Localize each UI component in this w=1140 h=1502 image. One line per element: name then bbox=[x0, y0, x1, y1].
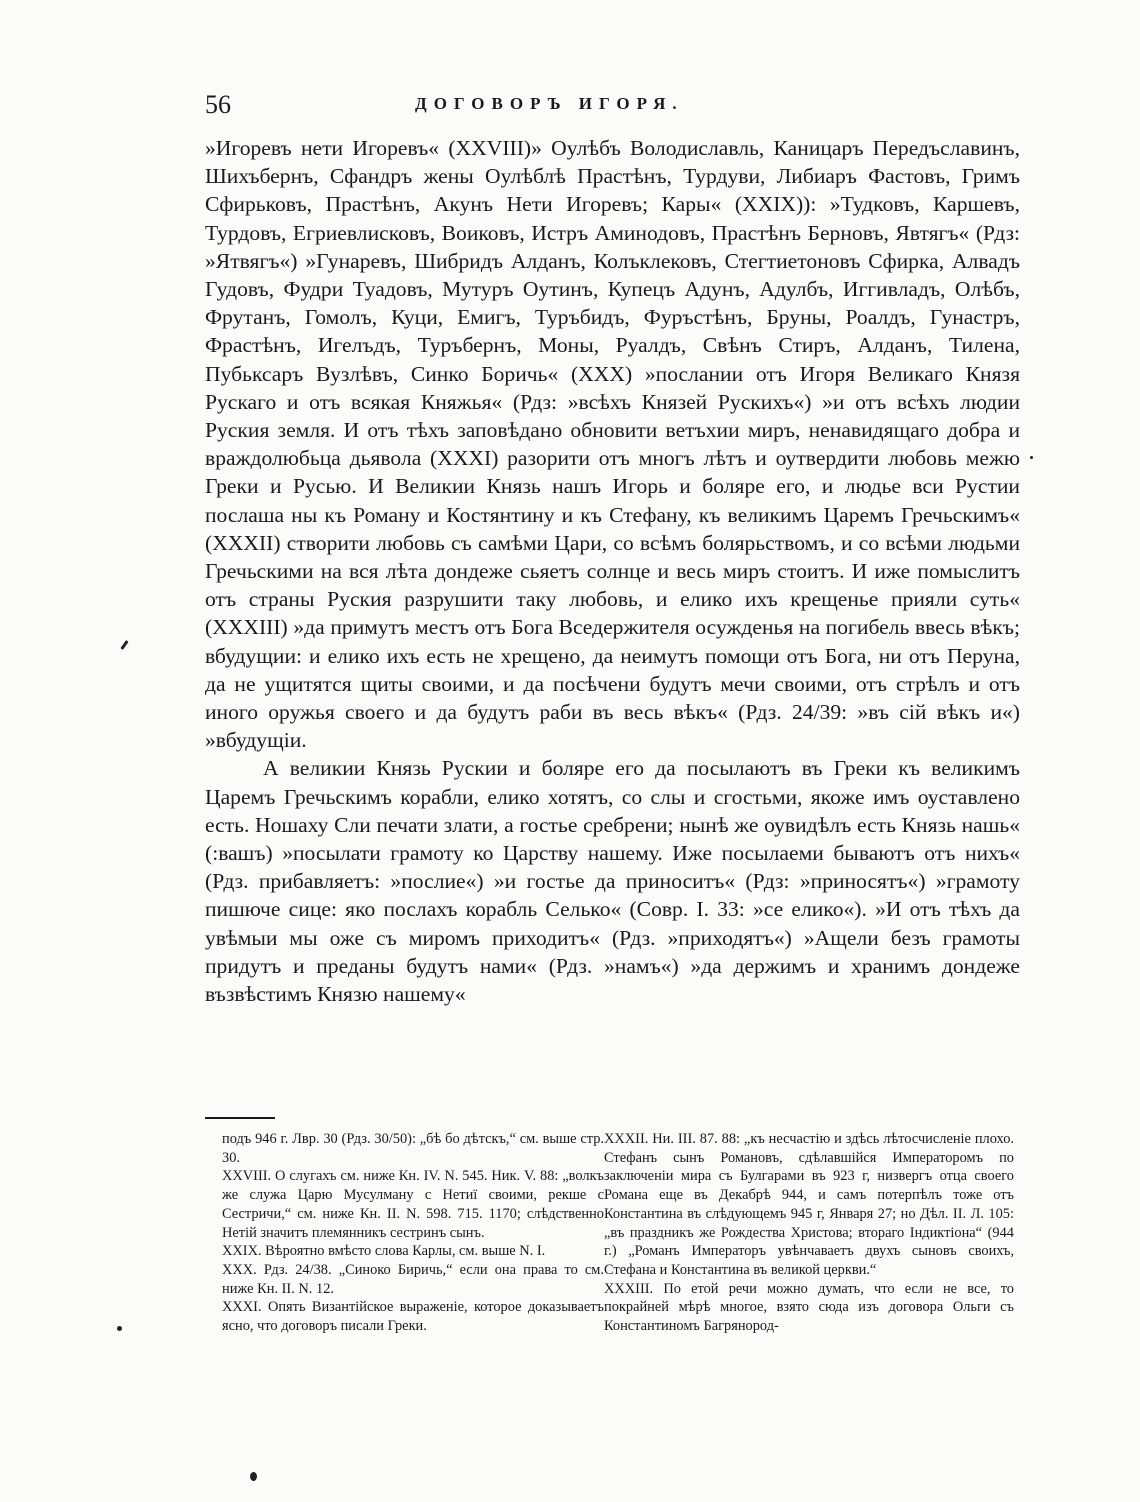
main-text bbox=[205, 134, 1020, 1008]
ink-speck bbox=[1030, 456, 1033, 459]
page-number: 56 bbox=[205, 90, 231, 119]
ink-speck bbox=[120, 640, 128, 650]
footnote: XXXII. Ни. III. 87. 88: „къ несчастію и здѣсь лѣтосчисленіе плохо. Стефанъ сынъ Романовъ, сдѣлавшійся Императоромъ по заключеніи мира съ Булгарами въ 923 г, низвергъ отца своего Романа еще въ Декабрѣ 944, и самъ потерпѣлъ тоже отъ Константина въ слѣдующемъ 945 г, Января 27; но Дѣл. II. Л. 105: „въ праздникъ же Рождества Христова; втораго Індиктіона“ (944 г.) „Романъ Императоръ увѣнчаваетъ двухъ сыновъ своихъ, Стефана и Константина въ великой церкви.“ bbox=[604, 1131, 1014, 1278]
footnote-separator bbox=[205, 1117, 275, 1119]
footnotes-left-column bbox=[222, 1130, 604, 1336]
footnote: XXX. Рдз. 24/38. „Синоко Биричь,“ если она права то см. ниже Кн. II. N. 12. bbox=[222, 1261, 604, 1297]
footnote: подъ 946 г. Лвр. 30 (Рдз. 30/50): „бѣ бо дѣтскъ,“ см. выше стр. 30. bbox=[222, 1131, 604, 1166]
main-paragraph: А великии Князь Рускии и боляре его да посылаютъ въ Греки къ великимъ Царемъ Гречьскимъ корабли, елико хотятъ, со слы и сгостьми, якоже имъ оуставлено есть. Ношаху Сли печати злати, а гостье сребрени; нынѣ же оувидѣлъ есть Князь нашь« (:вашъ) »посылати грамоту ко Царству нашему. Иже посылаеми бываютъ отъ нихъ« (Рдз. прибавляетъ: »послие«) »и гостье да приноситъ« (Рдз: »приносятъ«) »грамоту пишюче сице: яко послахъ корабль Селько« (Совр. I. 33: »се елико«). »И отъ тѣхъ да увѣмыи мы оже съ миромъ приходитъ« (Рдз. »приходятъ«) »Ащели безъ грамоты придутъ и преданы будутъ нами« (Рдз. »намъ«) »да держимъ и хранимъ дондеже възвѣстимъ Князю нашему« bbox=[205, 756, 1020, 1007]
page-header bbox=[205, 90, 1020, 130]
footnotes-right-column bbox=[604, 1130, 1014, 1336]
footnote: XXXI. Опять Византійское выраженіе, которое доказываетъ ясно, что договоръ писали Греки. bbox=[222, 1299, 604, 1335]
ink-speck bbox=[250, 1472, 257, 1481]
footnote: XXXIII. По етой речи можно думать, что если не все, то покрайней мѣрѣ многое, взято сюда изъ договора Ольги съ Константиномъ Багрянород- bbox=[604, 1280, 1014, 1335]
footnote: XXIX. Вѣроятно вмѣсто слова Карлы, см. выше N. I. bbox=[222, 1243, 546, 1260]
main-paragraph: »Игоревъ нети Игоревъ« (XXVIII)» Оулѣбъ Володиславль, Каницаръ Передъславинъ, Шихъбернъ, Сфандръ жены Оулѣблѣ Прастѣнъ, Турдуви, Либиаръ Фастовъ, Гримъ Сфирьковъ, Прастѣнъ, Акунъ Нети Игоревъ; Кары« (XXIX)): »Тудковъ, Каршевъ, Турдовъ, Егриевлисковъ, Воиковъ, Истръ Аминодовъ, Прастѣнъ Берновъ, Явтягъ« (Рдз: »Ятвягъ«) »Гунаревъ, Шибридъ Алданъ, Колъклековъ, Стегтиетоновъ Сфирка, Алвадъ Гудовъ, Фудри Туадовъ, Мутуръ Оутинъ, Купецъ Адунъ, Адулбъ, Иггивладъ, Олѣбъ, Фрутанъ, Гомолъ, Куци, Емигъ, Туръбидъ, Фуръстѣнъ, Бруны, Роалдъ, Гунастръ, Фрастѣнъ, Игелъдъ, Туръбернъ, Моны, Руалдъ, Свѣнъ Стиръ, Алданъ, Тилена, Пубьксаръ Вузлѣвъ, Синко Боричь« (XXX) »послании отъ Игоря Великаго Князя Рускаго и отъ всякая Княжья« (Рдз: »всѣхъ Князей Рускихъ«) »и отъ всѣхъ людии Руския земля. И отъ тѣхъ заповѣдано обновити ветъхии миръ, ненавидящаго добра и враждолюбьца дьявола (XXXI) разорити отъ многъ лѣтъ и оутвердити любовь межю Греки и Русью. И Великии Князь нашъ Игорь и боляре его, и людье вси Рустии послаша ны къ Роману и Костянтину и къ Стефану, къ великимъ Царемъ Гречьскимъ« (XXXII) створити любовь съ самѣми Цари, со всѣмъ болярьствомъ, и со всѣми людьми Гречьскими на вся лѣта дондеже сьяетъ солнце и весь миръ стоитъ. И иже помыслитъ отъ страны Руския разрушити таку любовь, и елико ихъ крещенье прияли суть« (XXXIII) »да примутъ местъ отъ Бога Вседержителя осужденья на погибель ввесь вѣкъ; вбудущии: и елико ихъ есть не хрещено, да неимутъ помощи отъ Бога, ни отъ Перуна, да не ущитятся щиты своими, и да посѣчени будутъ мечи своими, отъ стрѣлъ и отъ иного оружья своего и да будутъ раби въ весь вѣкъ« (Рдз. 24/39: »въ сій вѣкъ и«) »вбудущіи. bbox=[205, 136, 1020, 753]
running-title: ДОГОВОРЪ ИГОРЯ. bbox=[415, 94, 684, 113]
footnote: XXVIII. О слугахъ см. ниже Кн. IV. N. 545. Ник. V. 88: „волкъ же служа Царю Мусулману с Нетиї своими, рекше с Сестричи,“ см. ниже Кн. II. N. 598. 715. 1170; слѣдственно Нетій значитъ племянникъ сестринъ сынъ. bbox=[222, 1168, 604, 1241]
ink-speck bbox=[117, 1326, 122, 1331]
